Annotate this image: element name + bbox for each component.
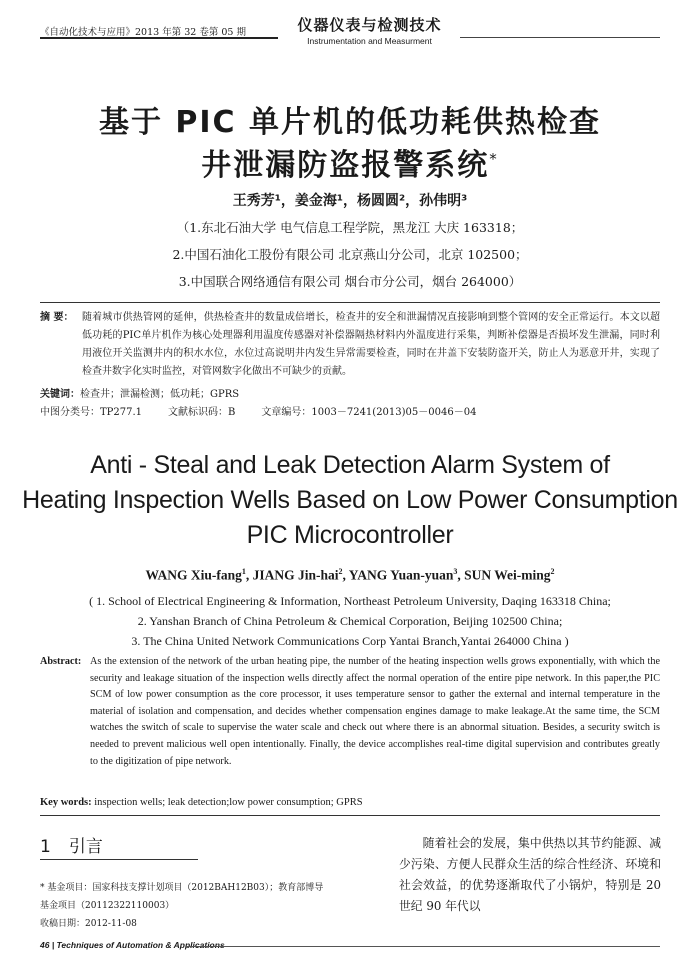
keywords-cn-text: 检查井；泄漏检测；低功耗；GPRS — [80, 389, 240, 400]
affiliation-cn-3: 3.中国联合网络通信有限公司 烟台市分公司，烟台 264000） — [178, 274, 522, 289]
keywords-en — [40, 797, 660, 808]
classification-cn — [40, 403, 660, 418]
page-folio: 46 | Techniques of Automation & Applications — [40, 940, 225, 950]
keywords-en-text: inspection wells; leak detection;low power consumption; GPRS — [91, 797, 363, 808]
abstract-cn-label: 摘 要： — [40, 312, 74, 323]
section-number: 1 — [40, 837, 51, 857]
footnote-received-date: 收稿日期：2012-11-08 — [40, 919, 137, 929]
author-en-affil: 2 — [338, 567, 343, 576]
affiliation-cn-1: （1.东北石油大学 电气信息工程学院，黑龙江 大庆 163318； — [176, 220, 524, 235]
abstract-cn-text: 随着城市供热管网的延伸，供热检查井的数量成倍增长，检查井的安全和泄漏情况直接影响到整个管网的安全正常运行。本文以超低功耗的PIC单片机作为核心处理器利用温度传感器对补偿器隔热材料内外温度进行采集，判断补偿器是否损坏发生泄漏，同时利用液位开关监测井内的积水水位，水位过高说明井内发生异常需要检查，同时在井盖下安装防盗开关，防止人为恶意开井，实现了检查井数字化实时监控，对管网数字化做出不可缺少的贡献。 — [82, 312, 660, 377]
title-en-line1: Anti - Steal and Leak Detection Alarm System of — [90, 451, 610, 479]
keywords-cn — [40, 385, 660, 400]
footnote-funding: * 基金项目：国家科技支撑计划项目（2012BAH12B03）；教育部博导 — [40, 883, 324, 893]
affiliation-en-3: 3. The China United Network Communications Corp Yantai Branch,Yantai 264000 China ) — [131, 634, 569, 648]
authors-en: WANG Xiu-fang$^1$, JIANG Jin-hai$^2$, YANG Yuan-yuan$^3$, SUN Wei-ming$^2$ — [145, 567, 555, 583]
journal-section-cn: 仪器仪表与检测技术 — [297, 16, 442, 34]
title-en-line3: PIC Microcontroller — [246, 521, 454, 549]
section-rule — [40, 859, 198, 860]
abstract-cn — [40, 309, 660, 381]
funding-mark: * — [489, 150, 499, 168]
abstract-rule — [40, 815, 660, 816]
author-en-affil: 1 — [241, 567, 246, 576]
title-cn-line2 — [40, 140, 660, 184]
article-number: 文章编号：1003－7241(2013)05－0046－04 — [261, 407, 477, 418]
footer-rule — [186, 946, 660, 947]
document-code: 文献标识码：B — [168, 407, 236, 418]
journal-section-en: Instrumentation and Measurment — [307, 36, 432, 46]
section-heading — [40, 832, 103, 857]
authors-cn: 王秀芳¹，姜金海¹，杨圆圆²，孙伟明³ — [232, 193, 468, 209]
abstract-en — [40, 654, 660, 770]
affiliation-en-2: 2. Yanshan Branch of China Petroleum & Chemical Corporation, Beijing 102500 China; — [137, 614, 563, 628]
keywords-en-label: Key words: — [40, 797, 92, 808]
title-block-rule — [40, 302, 660, 303]
author-en: SUN Wei-ming — [464, 567, 551, 583]
title-cn-line2-text: 井泄漏防盗报警系统 — [201, 148, 490, 183]
affiliation-cn-2: 2.中国石油化工股份有限公司 北京燕山分公司，北京 102500； — [172, 247, 528, 262]
header-rule-right — [460, 37, 660, 38]
abstract-en-label: Abstract: — [40, 656, 82, 667]
clc-number: 中图分类号：TP277.1 — [40, 407, 143, 418]
title-en-line2: Heating Inspection Wells Based on Low Power Consumption — [22, 486, 678, 514]
author-en: JIANG Jin-hai — [252, 567, 339, 583]
intro-paragraph — [399, 833, 661, 917]
title-cn-line1: 基于 PIC 单片机的低功耗供热检查 — [98, 105, 602, 140]
section-title: 引言 — [68, 837, 103, 857]
author-en-affil: 3 — [453, 567, 458, 576]
author-en: YANG Yuan-yuan — [348, 567, 454, 583]
intro-text: 随着社会的发展，集中供热以其节约能源、减少污染、方便人民群众生活的综合性经济、环境和社会效益，的优势逐渐取代了小锅炉，特别是 20 世纪 90 年代以 — [399, 836, 661, 913]
keywords-cn-label: 关键词： — [40, 389, 80, 400]
abstract-en-text: As the extension of the network of the urban heating pipe, the number of the heating inspection wells grows exponentially, with which the security and leakage situation of the inspection wells directly affect the normal operation of the entire pipe network. In this paper,the PIC SCM of low power consumption as the core processor, it uses temperature sensor to gather the external and internal temperature in the material of isolation and compensation, and decides whether compensation engines damage to make leakage.At the same time, the SCM watches the switch of scale to supervise the water scale and check out where there is an abnormal situation. Besides, a security switch is needed to prevent malicious well open intentionally. Finally, the device accomplishes real-time digital supervision and contributes greatly to the digitization of pipe network. — [90, 656, 660, 767]
journal-section-header — [292, 14, 447, 46]
author-en: WANG Xiu-fang — [145, 567, 242, 583]
running-header-left: 《自动化技术与应用》2013 年第 32 卷第 05 期 — [40, 27, 246, 38]
footnote-funding-cont: 基金项目（20112322110003） — [40, 901, 175, 911]
header-rule-left — [40, 37, 278, 39]
author-en-affil: 2 — [550, 567, 555, 576]
affiliation-en-1: ( 1. School of Electrical Engineering & Information, Northeast Petroleum University, Daqing 163318 China; — [89, 594, 611, 608]
